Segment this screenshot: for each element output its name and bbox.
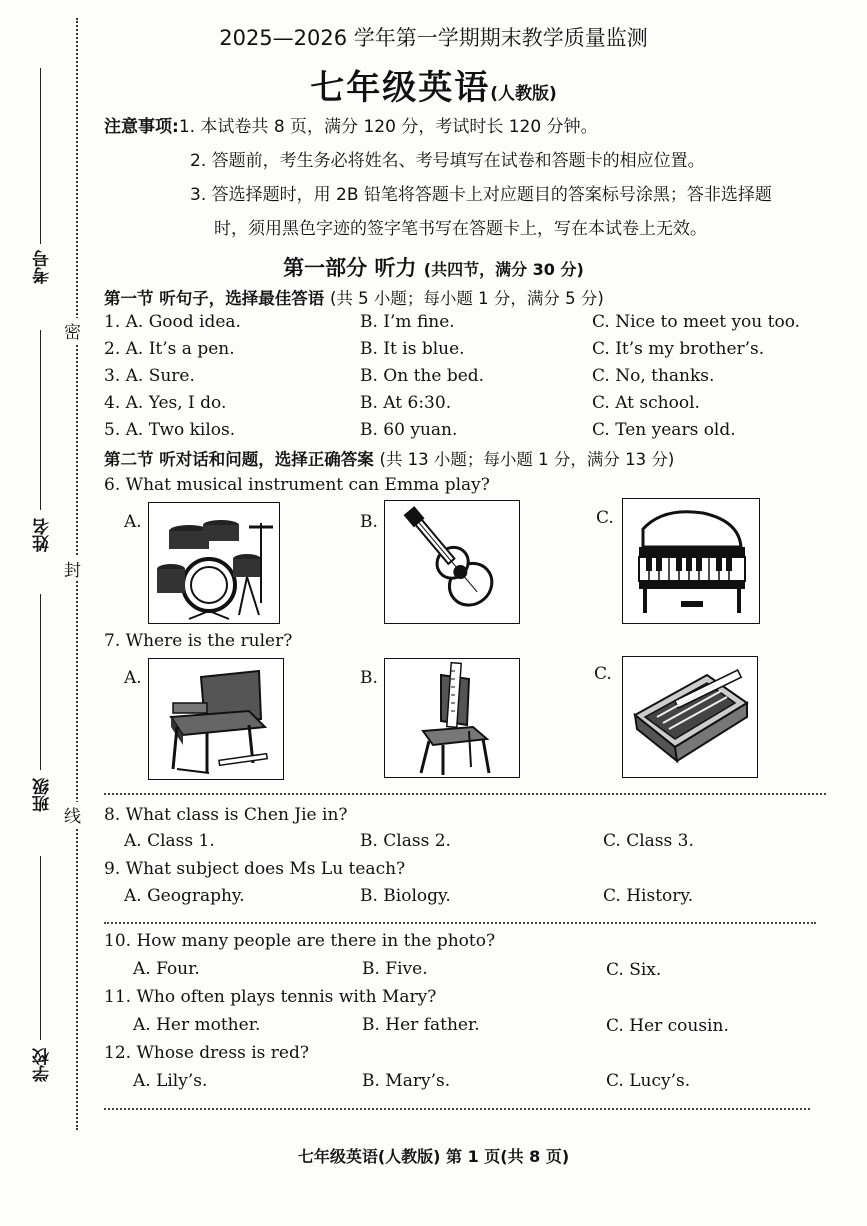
armchair-icon [149, 659, 283, 779]
seal-char-mi: 密 [64, 318, 81, 343]
notes-line-1 [104, 112, 598, 137]
guitar-picture [384, 500, 520, 624]
school-label: 学校 [33, 1048, 53, 1082]
pencil-box-icon [623, 657, 757, 777]
section-1-title: 第一节 听句子，选择最佳答语 [104, 289, 325, 308]
notes-label: 注意事项: [104, 117, 179, 137]
q7-stem: 7. Where is the ruler? [104, 631, 293, 651]
q11-option-a: A. Her mother. [133, 1015, 261, 1035]
q6-stem: 6. What musical instrument can Emma play? [104, 475, 490, 495]
exam-name: 2025—2026 学年第一学期期末教学质量监测 [219, 26, 648, 50]
q12-option-a: A. Lily’s. [133, 1071, 208, 1091]
chair-with-ruler-picture [384, 658, 520, 778]
q10-option-b: B. Five. [362, 959, 428, 979]
q11-option-b: B. Her father. [362, 1015, 480, 1035]
q9-option-b: B. Biology. [360, 886, 451, 906]
q11-option-c: C. Her cousin. [606, 1016, 729, 1036]
dotted-divider-2 [104, 922, 816, 924]
q5-option-a: 5. A. Two kilos. [104, 420, 236, 440]
part-title [0, 252, 867, 282]
q11-stem: 11. Who often plays tennis with Mary? [104, 987, 437, 1007]
section-1-note: (共 5 小题；每小题 1 分，满分 5 分) [330, 289, 604, 308]
chair-ruler-icon [385, 659, 519, 777]
part-title-text: 第一部分 听力 [283, 256, 417, 280]
notes-item-3a: 3. 答选择题时，用 2B 铅笔将答题卡上对应题目的答案标号涂黑；答非选择题 [190, 185, 772, 205]
q4-option-b: B. At 6:30. [360, 393, 452, 413]
q8-option-a: A. Class 1. [124, 831, 215, 851]
drum-kit-icon [149, 503, 279, 623]
q7-label-a: A. [124, 668, 142, 688]
class-label: 班级 [33, 778, 53, 812]
q10-option-c: C. Six. [606, 960, 662, 980]
edition-label: (人教版) [490, 84, 557, 104]
q5-option-b: B. 60 yuan. [360, 420, 458, 440]
q12-stem: 12. Whose dress is red? [104, 1043, 309, 1063]
seal-char-feng: 封 [64, 556, 81, 581]
q12-option-b: B. Mary’s. [362, 1071, 451, 1091]
piano-picture [622, 498, 760, 624]
q10-option-a: A. Four. [133, 959, 200, 979]
dotted-divider-3 [104, 1108, 810, 1110]
q8-option-b: B. Class 2. [360, 831, 451, 851]
q1-option-a: 1. A. Good idea. [104, 312, 241, 332]
q9-option-c: C. History. [603, 886, 694, 906]
q3-option-b: B. On the bed. [360, 366, 485, 386]
q2-option-c: C. It’s my brother’s. [592, 339, 765, 359]
part-note: (共四节，满分 30 分) [423, 260, 584, 279]
notes-item-3b: 时，须用黑色字迹的签字笔书写在答题卡上，写在本试卷上无效。 [214, 219, 707, 239]
q7-label-c: C. [594, 664, 612, 684]
name-label: 姓名 [33, 518, 53, 552]
drum-kit-picture [148, 502, 280, 624]
q7-label-b: B. [360, 668, 378, 688]
class-underline [40, 594, 41, 770]
notes-item-2: 2. 答题前，考生务必将姓名、考号填写在试卷和答题卡的相应位置。 [190, 151, 705, 171]
exam-no-label: 考号 [33, 250, 53, 284]
q6-label-a: A. [124, 512, 142, 532]
q4-option-a: 4. A. Yes, I do. [104, 393, 227, 413]
q2-option-b: B. It is blue. [360, 339, 465, 359]
q12-option-c: C. Lucy’s. [606, 1071, 691, 1091]
name-underline [40, 330, 41, 510]
q9-option-a: A. Geography. [124, 886, 245, 906]
dotted-divider-1 [104, 793, 826, 795]
q1-option-b: B. I’m fine. [360, 312, 455, 332]
section-2-note: (共 13 小题；每小题 1 分，满分 13 分) [379, 450, 675, 469]
q3-option-c: C. No, thanks. [592, 366, 715, 386]
q1-option-c: C. Nice to meet you too. [592, 312, 801, 332]
q6-label-b: B. [360, 512, 378, 532]
q4-option-c: C. At school. [592, 393, 700, 413]
subject-title: 七年级英语 [310, 68, 491, 108]
piano-icon [623, 499, 759, 623]
q2-option-a: 2. A. It’s a pen. [104, 339, 235, 359]
school-underline [40, 856, 41, 1040]
q9-stem: 9. What subject does Ms Lu teach? [104, 859, 406, 879]
page-title [0, 60, 867, 109]
q6-label-c: C. [596, 508, 614, 528]
seal-char-xian: 线 [64, 802, 81, 827]
section-1-heading [104, 285, 604, 309]
section-2-title: 第二节 听对话和问题，选择正确答案 [104, 450, 374, 469]
q3-option-a: 3. A. Sure. [104, 366, 195, 386]
q8-option-c: C. Class 3. [603, 831, 694, 851]
armchair-picture [148, 658, 284, 780]
section-2-heading [104, 446, 674, 470]
q5-option-c: C. Ten years old. [592, 420, 736, 440]
q8-stem: 8. What class is Chen Jie in? [104, 805, 348, 825]
notes-item-1: 1. 本试卷共 8 页，满分 120 分，考试时长 120 分钟。 [178, 117, 598, 137]
q10-stem: 10. How many people are there in the photo? [104, 931, 496, 951]
pencil-box-picture [622, 656, 758, 778]
page-footer: 七年级英语(人教版) 第 1 页(共 8 页) [297, 1147, 570, 1166]
guitar-icon [385, 501, 519, 623]
